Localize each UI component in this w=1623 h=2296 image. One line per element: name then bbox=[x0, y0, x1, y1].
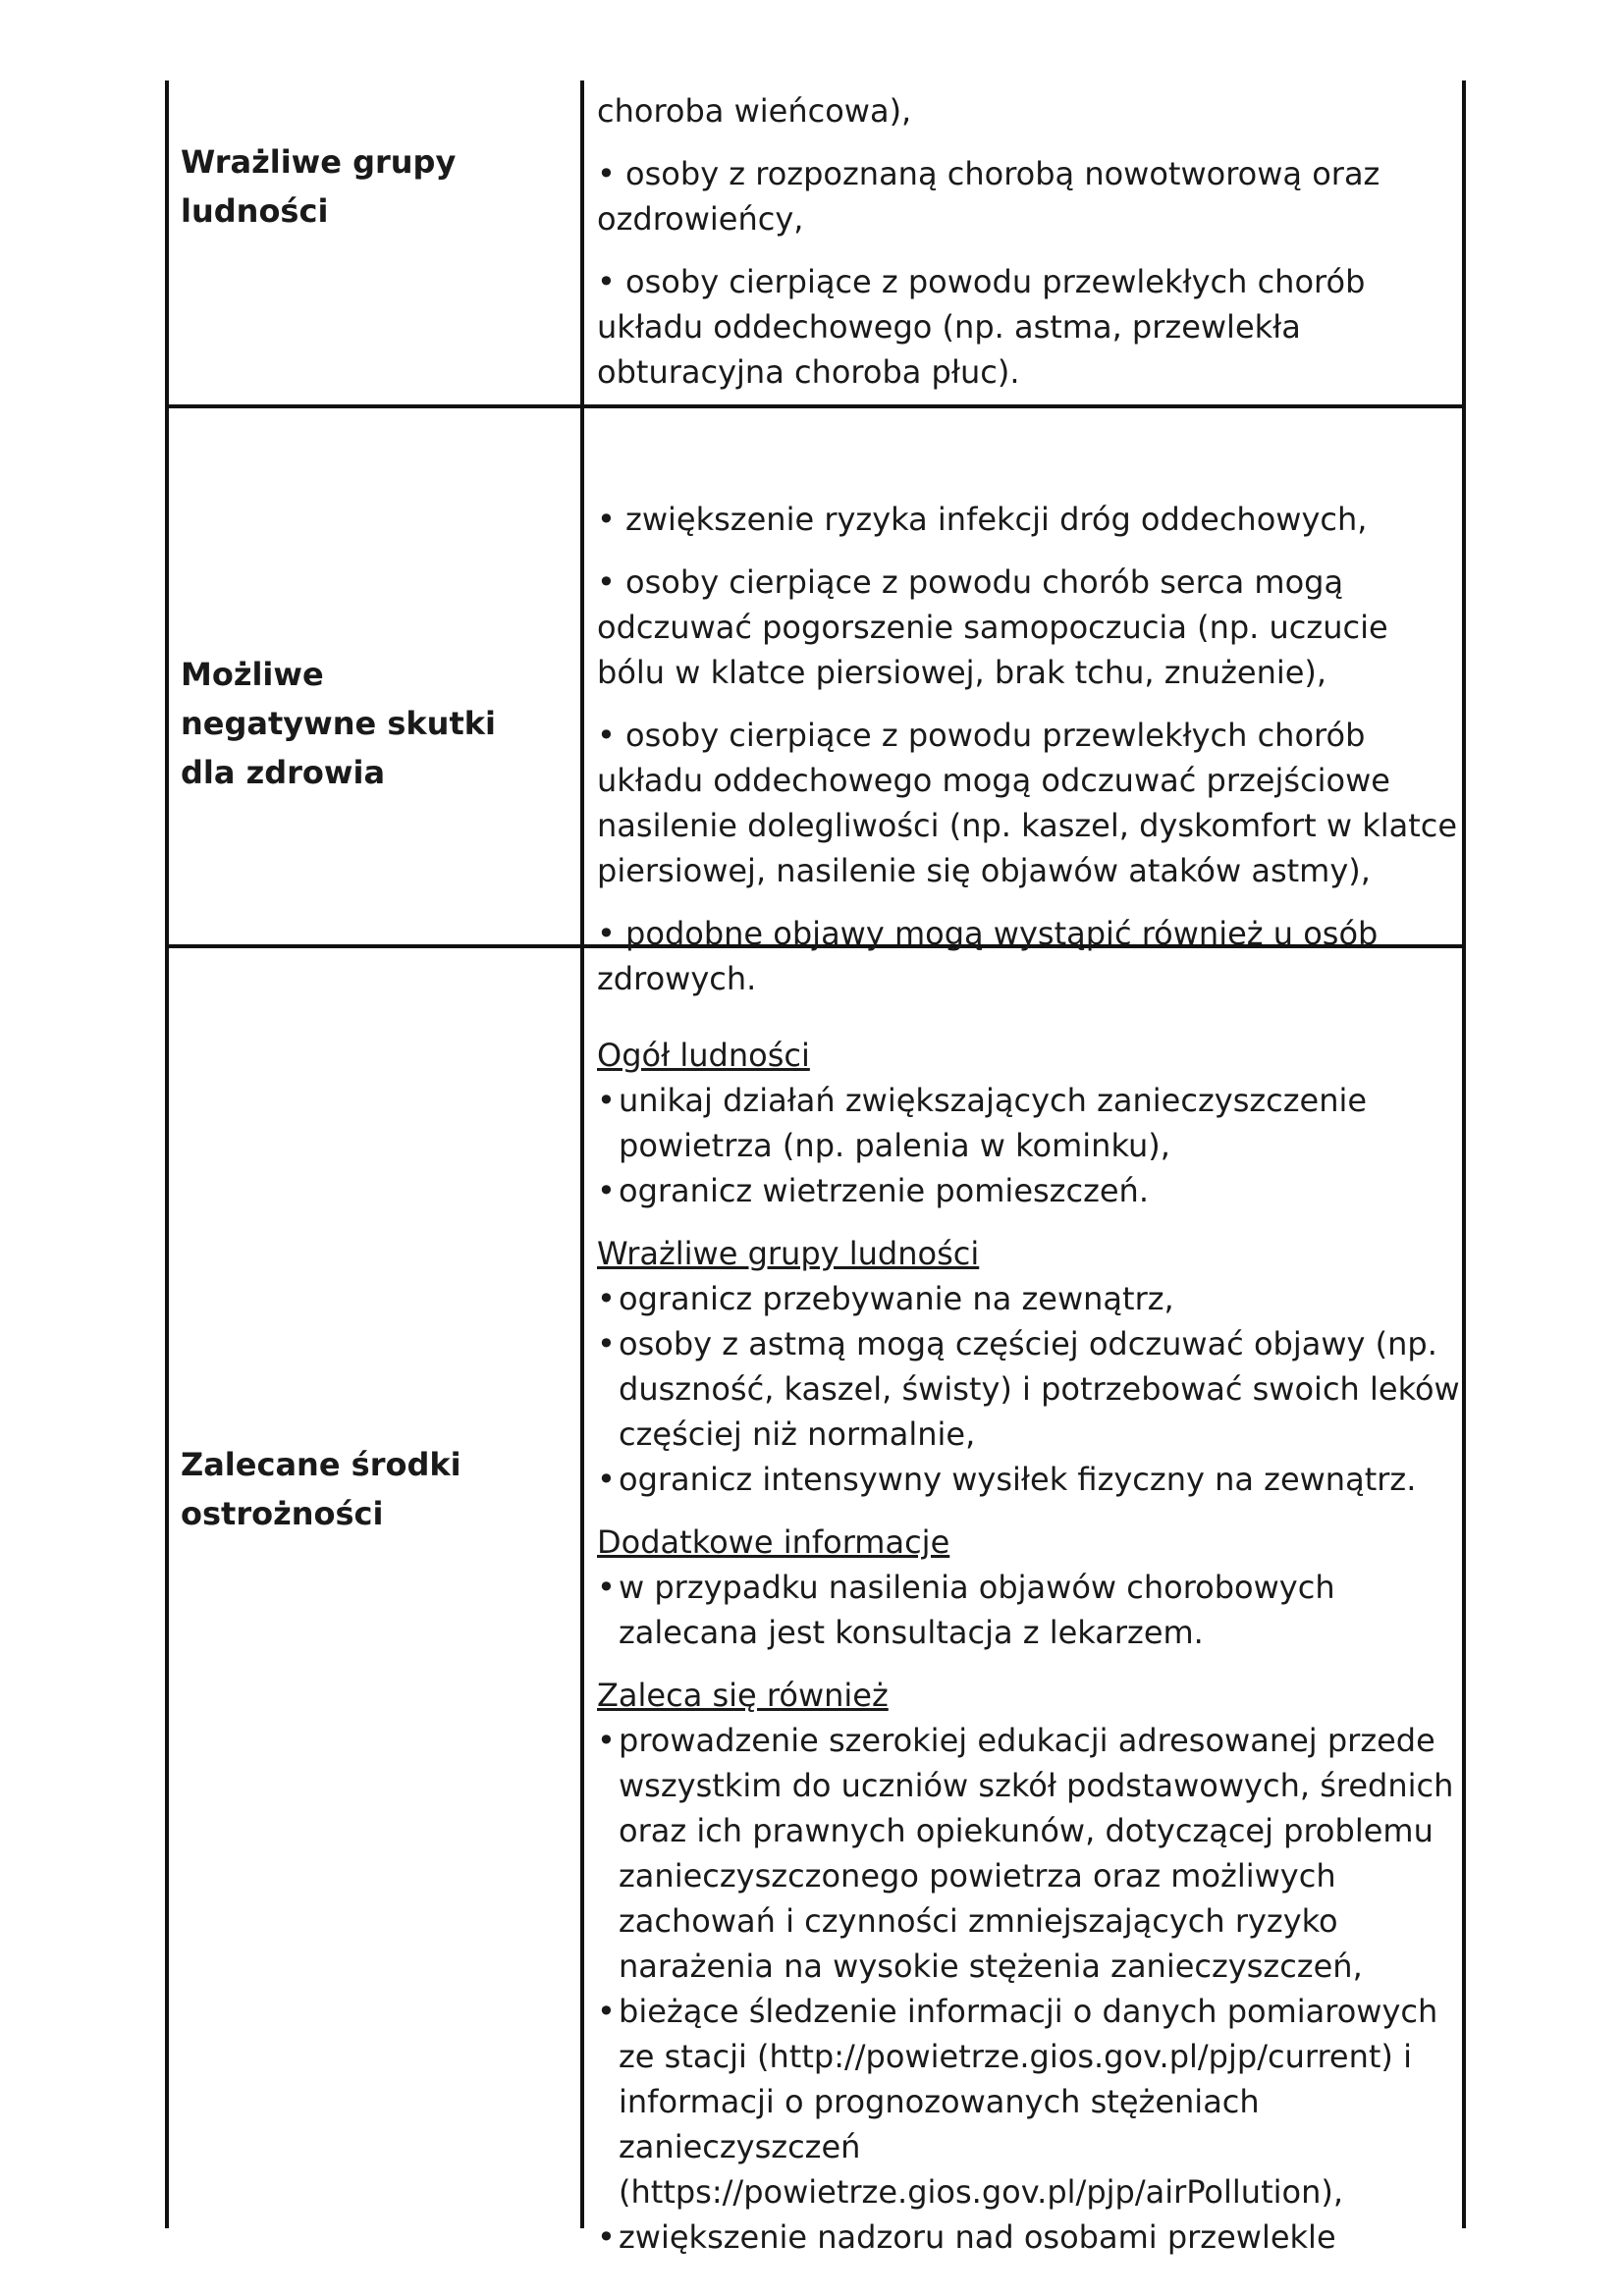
section-heading: Zaleca się również bbox=[597, 1677, 889, 1714]
list-item: • zwiększenie nadzoru nad osobami przewlekle bbox=[597, 2215, 1461, 2260]
list-item: • w przypadku nasilenia objawów chorobowych zalecana jest konsultacja z lekarzem. bbox=[597, 1565, 1461, 1655]
list-item: • ogranicz intensywny wysiłek fizyczny na zewnątrz. bbox=[597, 1457, 1461, 1502]
table-border-left bbox=[165, 80, 169, 2228]
row-content-precautions bbox=[597, 1033, 1461, 2277]
row-label-sensitive-groups: Wrażliwe grupy ludności bbox=[181, 143, 457, 230]
health-info-table bbox=[165, 80, 1466, 2256]
paragraph: • osoby z rozpoznaną chorobą nowotworową oraz ozdrowieńcy, bbox=[597, 155, 1380, 238]
list-item: • bieżące śledzenie informacji o danych pomiarowych ze stacji (http://powietrze.gios.gov.pl/pjp/current) i informacji o prognozowanych stężeniach zanieczyszczeń (https://powietrze.gios.gov.pl/pjp/airPollution), bbox=[597, 1989, 1461, 2215]
list-item: • ogranicz przebywanie na zewnątrz, bbox=[597, 1276, 1461, 1321]
section-heading: Ogół ludności bbox=[597, 1037, 810, 1074]
row-label-health-effects: Możliwe negatywne skutki dla zdrowia bbox=[181, 656, 496, 791]
list-item: • unikaj działań zwiększających zanieczyszczenie powietrza (np. palenia w kominku), bbox=[597, 1078, 1461, 1168]
row-label-precautions: Zalecane środki ostrożności bbox=[181, 1446, 461, 1532]
section-additional-info bbox=[597, 1520, 1461, 1655]
list-item: • ogranicz wietrzenie pomieszczeń. bbox=[597, 1168, 1461, 1213]
section-sensitive-groups bbox=[597, 1231, 1461, 1502]
paragraph: • osoby cierpiące z powodu przewlekłych chorób układu oddechowego (np. astma, przewlekła obturacyjna choroba płuc). bbox=[597, 263, 1366, 391]
list-item: • prowadzenie szerokiej edukacji adresowanej przede wszystkim do uczniów szkół podstawowych, średnich oraz ich prawnych opiekunów, dotyczącej problemu zanieczyszczonego powietrza oraz możliwych zachowań i czynności zmniejszających ryzyko narażenia na wysokie stężenia zanieczyszczeń, bbox=[597, 1718, 1461, 1989]
paragraph: • osoby cierpiące z powodu chorób serca mogą odczuwać pogorszenie samopoczucia (np. uczucie bólu w klatce piersiowej, brak tchu, znużenie), bbox=[597, 563, 1388, 691]
row-content-health-effects bbox=[597, 497, 1461, 1019]
row-content-sensitive-groups bbox=[597, 88, 1461, 412]
list-item: • osoby z astmą mogą częściej odczuwać objawy (np. duszność, kaszel, świsty) i potrzebować swoich leków częściej niż normalnie, bbox=[597, 1321, 1461, 1457]
paragraph: • osoby cierpiące z powodu przewlekłych chorób układu oddechowego mogą odczuwać przejściowe nasilenie dolegliwości (np. kaszel, dyskomfort w klatce piersiowej, nasilenie się objawów ataków astmy), bbox=[597, 717, 1458, 889]
section-heading: Dodatkowe informacje bbox=[597, 1523, 950, 1561]
table-border-right bbox=[1462, 80, 1466, 2228]
paragraph: choroba wieńcowa), bbox=[597, 92, 912, 130]
section-general-population bbox=[597, 1033, 1461, 1213]
paragraph: • podobne objawy mogą wystąpić również u osób zdrowych. bbox=[597, 915, 1379, 997]
section-also-recommended bbox=[597, 1673, 1461, 2260]
paragraph: • zwiększenie ryzyka infekcji dróg oddechowych, bbox=[597, 501, 1368, 538]
section-heading: Wrażliwe grupy ludności bbox=[597, 1235, 980, 1272]
table-border-middle bbox=[580, 80, 584, 2228]
